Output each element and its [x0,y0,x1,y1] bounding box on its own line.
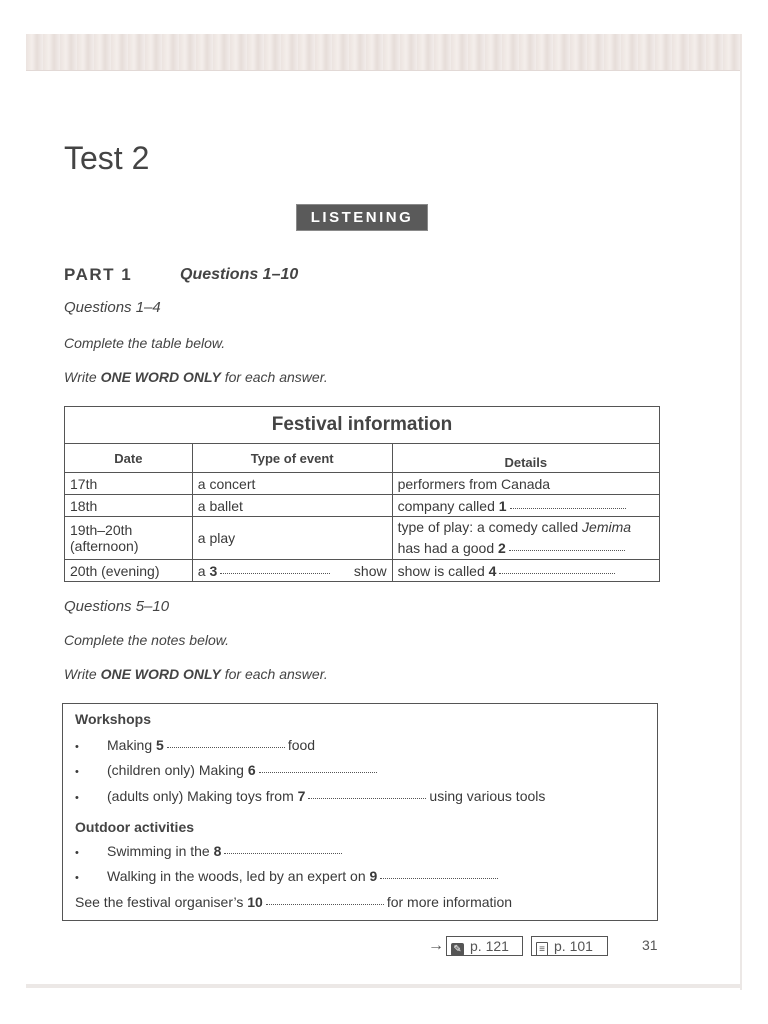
page-number: 31 [642,937,658,953]
question-number: 5 [156,737,164,753]
list-item [75,762,380,778]
cell-date: 17th [65,473,193,495]
notes-box [62,703,658,921]
cell-event: a ballet [192,495,392,517]
note-text: food [287,737,316,753]
question-number: 10 [247,894,263,910]
answer-blank[interactable] [224,853,342,854]
cell-event [192,560,392,582]
pencil-icon: ✎ [451,943,464,956]
scan-bottom-band [26,984,742,988]
question-number: 7 [297,788,306,804]
instruction-one-word [64,666,328,682]
answer-blank[interactable] [259,772,377,773]
questions-5-10-heading: Questions 5–10 [64,598,170,615]
cell-details [392,495,659,517]
test-title: Test 2 [64,140,150,176]
bullet-icon: • [75,872,79,884]
cell-event: a concert [192,473,392,495]
note-text: using various tools [429,788,546,804]
answer-key-page: p. 121 [470,938,509,954]
festival-table [64,406,660,582]
list-item [75,843,345,859]
outdoor-heading: Outdoor activities [75,819,195,835]
instruction-text: Write [64,666,101,682]
answer-blank[interactable] [167,747,285,748]
answer-blank[interactable] [499,573,615,574]
event-text: show [353,562,387,579]
section-banner: LISTENING [296,204,428,231]
header-details: Details [392,444,659,473]
answer-blank[interactable] [510,508,626,509]
answer-key-ref[interactable] [446,936,523,956]
bullet-icon: • [75,741,79,753]
bullet-icon: • [75,847,79,859]
question-number: 9 [369,868,378,884]
instruction-one-word [64,369,328,385]
question-number: 2 [498,540,506,556]
document-icon: ≡ [536,942,548,956]
answer-blank[interactable] [509,550,625,551]
question-number: 6 [247,762,256,778]
part-label: PART 1 [64,265,133,284]
note-text: See the festival organiser’s [75,894,248,910]
note-text: Walking in the woods, led by an expert on [107,868,370,884]
instruction-text: for each answer. [220,666,328,682]
note-text: (children only) Making [107,762,248,778]
table-row [65,560,660,582]
note-text: (adults only) Making toys from [107,788,298,804]
scan-top-band [26,34,742,71]
details-text: show is called [397,562,489,579]
details-text: has had a good [397,540,499,556]
note-text: Swimming in the [107,843,214,859]
cell-details: performers from Canada [392,473,659,495]
details-text: company called [397,497,499,514]
answer-blank[interactable] [266,904,384,905]
answer-blank[interactable] [380,878,498,879]
cell-details [392,560,659,582]
answer-blank[interactable] [220,573,330,574]
table-row [65,517,660,560]
cell-event: a play [192,517,392,560]
part-questions: Questions 1–10 [180,266,299,283]
instruction-complete-notes: Complete the notes below. [64,632,229,648]
note-text: Making [107,737,157,753]
cell-date [65,517,193,560]
cell-details [392,517,659,560]
answer-blank[interactable] [308,798,426,799]
table-row [65,495,660,517]
bullet-icon: • [75,792,79,804]
header-date: Date [65,444,193,473]
note-text: for more information [386,894,513,910]
list-item [75,788,545,804]
workshops-heading: Workshops [75,711,151,727]
question-number: 4 [488,562,497,579]
list-item [75,868,501,884]
header-event: Type of event [192,444,392,473]
transcript-ref[interactable] [531,936,608,956]
play-title: Jemima [582,519,632,535]
questions-1-4-heading: Questions 1–4 [64,299,161,316]
bullet-icon: • [75,766,79,778]
transcript-page: p. 101 [554,938,593,954]
details-text: type of play: a comedy called [397,519,583,535]
instruction-emphasis: ONE WORD ONLY [100,369,221,385]
question-number: 3 [209,562,218,579]
table-title: Festival information [65,407,660,444]
question-number: 1 [498,497,507,514]
cell-date: 20th (evening) [65,560,193,582]
instruction-emphasis: ONE WORD ONLY [100,666,221,682]
instruction-complete-table: Complete the table below. [64,335,226,351]
date-line: 19th–20th [70,522,133,538]
table-header-row [65,444,660,473]
scan-right-edge [740,70,742,990]
date-line: (afternoon) [70,538,139,554]
question-number: 8 [213,843,222,859]
event-text: a [197,562,210,579]
list-item [75,737,315,753]
instruction-text: for each answer. [220,369,328,385]
cell-date: 18th [65,495,193,517]
instruction-text: Write [64,369,101,385]
table-row [65,473,660,495]
arrow-icon: → [428,937,444,954]
final-note [75,894,512,910]
